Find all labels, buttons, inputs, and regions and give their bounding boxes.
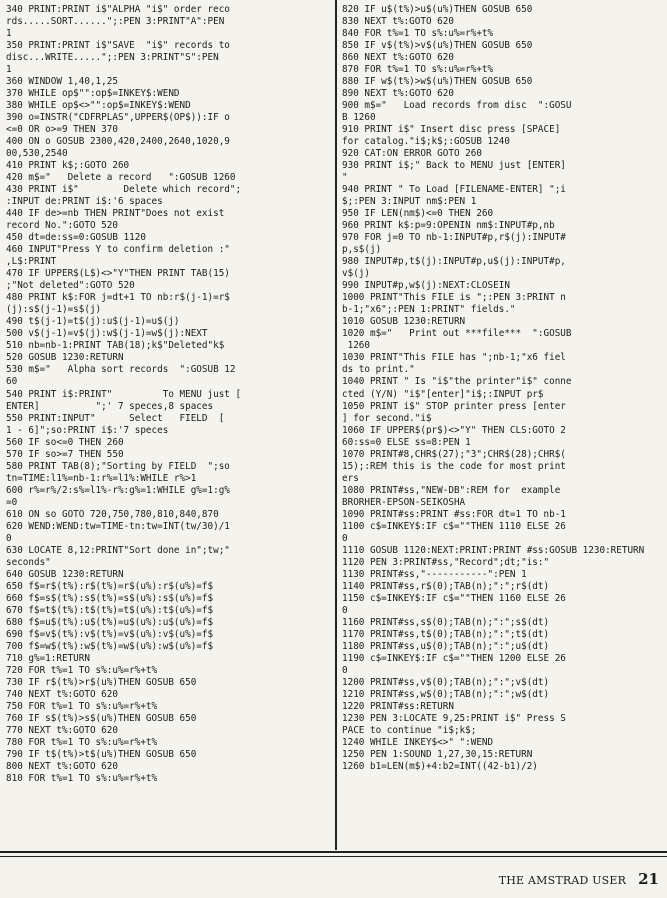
code-line: 500 v$(j-1)=v$(j):w$(j-1)=w$(j):NEXT — [6, 328, 208, 340]
code-line: disc...WRITE.....";:PEN 3:PRINT"S":PEN — [6, 52, 219, 64]
code-line: 1150 c$=INKEY$:IF c$=""THEN 1160 ELSE 26 — [342, 592, 566, 604]
page-number: 21 — [638, 870, 659, 888]
code-line: 450 dt=de:ss=0:GOSUB 1120 — [6, 232, 146, 244]
code-line: 740 NEXT t%:GOTO 620 — [6, 688, 118, 700]
code-line: 1160 PRINT#ss,s$(0);TAB(n);":";s$(dt) — [342, 616, 550, 628]
code-line: 00,530,2540 — [6, 148, 68, 160]
code-line: 1250 PEN 1:SOUND 1,27,30,15:RETURN — [342, 748, 533, 760]
code-line: 550 PRINT:INPUT" Select FIELD [ — [6, 412, 225, 424]
code-line: 630 LOCATE 8,12:PRINT"Sort done in";tw;" — [6, 544, 230, 556]
code-line: 1070 PRINT#8,CHR$(27);"3";CHR$(28);CHR$( — [342, 448, 566, 460]
code-line: 1110 GOSUB 1120:NEXT:PRINT:PRINT #ss:GOSUB 1230:RETURN — [342, 544, 645, 556]
code-line: 520 GOSUB 1230:RETURN — [6, 352, 124, 364]
code-line: 440 IF de>=nb THEN PRINT"Does not exist — [6, 208, 225, 220]
code-line: 620 WEND:WEND:tw=TIME-tn:tw=INT(tw/30)/1 — [6, 520, 230, 532]
code-line: 0 — [342, 604, 348, 616]
code-line: 730 IF r$(t%)>r$(u%)THEN GOSUB 650 — [6, 676, 197, 688]
code-line: 1010 GOSUB 1230:RETURN — [342, 316, 466, 328]
footer-rule-thin — [0, 856, 667, 857]
code-line: ds to print." — [342, 364, 415, 376]
code-line: 0 — [6, 532, 12, 544]
listing-column-left — [6, 4, 332, 785]
code-line: 1120 PEN 3:PRINT#ss,"Record";dt;"is:" — [342, 556, 550, 568]
code-line: 710 g%=1:RETURN — [6, 652, 90, 664]
code-line: p,s$(j) — [342, 244, 382, 256]
code-line: 650 f$=r$(t%):r$(t%)=r$(u%):r$(u%)=f$ — [6, 580, 214, 592]
code-line: 1040 PRINT " Is "i$"the printer"i$" conne — [342, 376, 572, 388]
code-line: 770 NEXT t%:GOTO 620 — [6, 724, 118, 736]
code-line: 1260 b1=LEN(m$)+4:b2=INT((42-b1)/2) — [342, 760, 538, 772]
code-line: cted (Y/N) "i$"[enter]"i$;:INPUT pr$ — [342, 388, 544, 400]
code-line: 720 FOR t%=1 TO s%:u%=r%+t% — [6, 664, 158, 676]
code-line: 0 — [342, 532, 348, 544]
code-line: 1180 PRINT#ss,u$(0);TAB(n);":";u$(dt) — [342, 640, 550, 652]
code-line: " — [342, 172, 348, 184]
code-line: 470 IF UPPER$(L$)<>"Y"THEN PRINT TAB(15) — [6, 268, 230, 280]
code-line: 490 t$(j-1)=t$(j):u$(j-1)=u$(j) — [6, 316, 180, 328]
code-line: 340 PRINT:PRINT i$"ALPHA "i$" order reco — [6, 4, 230, 15]
code-line: 840 FOR t%=1 TO s%:u%=r%+t% — [342, 28, 494, 40]
code-line: 400 ON o GOSUB 2300,420,2400,2640,1020,9 — [6, 136, 230, 148]
code-line: 860 NEXT t%:GOTO 620 — [342, 52, 454, 64]
code-line: 410 PRINT k$;:GOTO 260 — [6, 160, 130, 172]
code-line: 1050 PRINT i$" STOP printer press [enter — [342, 400, 566, 412]
code-line: 390 o=INSTR("CDFRPLAS",UPPER$(OP$)):IF o — [6, 112, 230, 124]
code-line: 430 PRINT i$" Delete which record"; — [6, 184, 242, 196]
code-line: 480 PRINT k$:FOR j=dt+1 TO nb:r$(j-1)=r$ — [6, 292, 230, 304]
code-line: 1140 PRINT#ss,r$(0);TAB(n);":";r$(dt) — [342, 580, 550, 592]
code-line: 1030 PRINT"This FILE has ";nb-1;"x6 fiel — [342, 352, 566, 364]
code-line: v$(j) — [342, 268, 370, 280]
code-line: 680 f$=u$(t%):u$(t%)=u$(u%):u$(u%)=f$ — [6, 616, 214, 628]
code-line: 640 GOSUB 1230:RETURN — [6, 568, 124, 580]
code-line: PACE to continue "i$;k$; — [342, 724, 477, 736]
code-line: 510 nb=nb-1:PRINT TAB(18);k$"Deleted"k$ — [6, 340, 225, 352]
code-line: 980 INPUT#p,t$(j):INPUT#p,u$(j):INPUT#p, — [342, 256, 566, 268]
code-line: BRORHER-EPSON-SEIKOSHA — [342, 496, 466, 508]
code-line: 850 IF v$(t%)>v$(u%)THEN GOSUB 650 — [342, 40, 533, 52]
code-line: 1 - 6]";so:PRINT i$:'7 speces — [6, 424, 169, 436]
code-line: 660 f$=s$(t%):s$(t%)=s$(u%):s$(u%)=f$ — [6, 592, 214, 604]
code-line: 420 m$=" Delete a record ":GOSUB 1260 — [6, 172, 236, 184]
code-line: 900 m$=" Load records from disc ":GOSU — [342, 100, 572, 112]
code-line: 1100 c$=INKEY$:IF c$=""THEN 1110 ELSE 26 — [342, 520, 566, 532]
code-line: 880 IF w$(t%)>w$(u%)THEN GOSUB 650 — [342, 76, 533, 88]
code-line: 570 IF so>=7 THEN 550 — [6, 448, 124, 460]
code-line: 1210 PRINT#ss,w$(0);TAB(n);":";w$(dt) — [342, 688, 550, 700]
code-line: 670 f$=t$(t%):t$(t%)=t$(u%):t$(u%)=f$ — [6, 604, 214, 616]
code-line: 890 NEXT t%:GOTO 620 — [342, 88, 454, 100]
code-line: 930 PRINT i$;" Back to MENU just [ENTER] — [342, 160, 566, 172]
code-line: 970 FOR j=0 TO nb-1:INPUT#p,r$(j):INPUT# — [342, 232, 566, 244]
code-line: 1080 PRINT#ss,"NEW-DB":REM for example — [342, 484, 561, 496]
code-line: 750 FOR t%=1 TO s%:u%=r%+t% — [6, 700, 158, 712]
page-footer — [499, 870, 659, 892]
code-line: tn=TIME:l1%=nb-1:r%=l1%:WHILE r%>1 — [6, 472, 197, 484]
code-line: $;:PEN 3:INPUT nm$:PEN 1 — [342, 196, 477, 208]
code-line: 1240 WHILE INKEY$<>" ":WEND — [342, 736, 494, 748]
code-line: 960 PRINT k$:p=9:OPENIN nm$:INPUT#p,nb — [342, 220, 555, 232]
code-line: 1130 PRINT#ss,"-----------":PEN 1 — [342, 568, 527, 580]
code-line: ;"Not deleted":GOTO 520 — [6, 280, 135, 292]
code-line: :INPUT de:PRINT i$:'6 spaces — [6, 196, 163, 208]
code-line: (j):s$(j-1)=s$(j) — [6, 304, 102, 316]
code-line: 1230 PEN 3:LOCATE 9,25:PRINT i$" Press S — [342, 712, 566, 724]
code-line: 1200 PRINT#ss,v$(0);TAB(n);":";v$(dt) — [342, 676, 550, 688]
code-line: ,L$:PRINT — [6, 256, 57, 268]
column-divider — [335, 0, 337, 850]
code-line: record No.":GOTO 520 — [6, 220, 118, 232]
code-line: b-1;"x6";:PEN 1:PRINT" fields." — [342, 304, 516, 316]
code-line: 370 WHILE op$"":op$=INKEY$:WEND — [6, 88, 180, 100]
code-line: 1000 PRINT"This FILE is ";:PEN 3:PRINT n — [342, 292, 566, 304]
code-line: for catalog."i$;k$;:GOSUB 1240 — [342, 136, 510, 148]
code-line: 15);:REM this is the code for most print — [342, 460, 566, 472]
code-line: 600 r%=r%/2:s%=l1%-r%:g%=1:WHILE g%=1:g% — [6, 484, 230, 496]
code-line: B 1260 — [342, 112, 376, 124]
code-line: rds.....SORT......";:PEN 3:PRINT"A":PEN — [6, 16, 225, 28]
code-line: 0 — [342, 664, 348, 676]
code-line: ENTER] ";' 7 speces,8 spaces — [6, 400, 214, 412]
code-line: 1260 — [342, 340, 370, 352]
code-line: 1220 PRINT#ss:RETURN — [342, 700, 454, 712]
code-line: 800 NEXT t%:GOTO 620 — [6, 760, 118, 772]
code-line: 990 INPUT#p,w$(j):NEXT:CLOSEIN — [342, 280, 510, 292]
code-line: 610 ON so GOTO 720,750,780,810,840,870 — [6, 508, 219, 520]
code-line: 1090 PRINT#ss:PRINT #ss:FOR dt=1 TO nb-1 — [342, 508, 566, 520]
code-line: 580 PRINT TAB(8);"Sorting by FIELD ";so — [6, 460, 230, 472]
code-line: 60 — [6, 376, 18, 388]
code-line: 1 — [6, 28, 12, 40]
code-line: 380 WHILE op$<>"":op$=INKEY$:WEND — [6, 100, 191, 112]
code-line: 790 IF t$(t%)>t$(u%)THEN GOSUB 650 — [6, 748, 197, 760]
code-line: 780 FOR t%=1 TO s%:u%=r%+t% — [6, 736, 158, 748]
code-line: 870 FOR t%=1 TO s%:u%=r%+t% — [342, 64, 494, 76]
code-line: 700 f$=w$(t%):w$(t%)=w$(u%):w$(u%)=f$ — [6, 640, 214, 652]
code-line: 1170 PRINT#ss,t$(0);TAB(n);":";t$(dt) — [342, 628, 550, 640]
magazine-name: THE AMSTRAD USER — [498, 874, 627, 887]
footer-rule-thick — [0, 851, 667, 853]
code-line: 690 f$=v$(t%):v$(t%)=v$(u%):v$(u%)=f$ — [6, 628, 214, 640]
code-line: 830 NEXT t%:GOTO 620 — [342, 16, 454, 28]
code-line: 1060 IF UPPER$(pr$)<>"Y" THEN CLS:GOTO 2 — [342, 424, 566, 436]
code-line: 820 IF u$(t%)>u$(u%)THEN GOSUB 650 — [342, 4, 533, 15]
code-line: 810 FOR t%=1 TO s%:u%=r%+t% — [6, 773, 158, 784]
code-line: 530 m$=" Alpha sort records ":GOSUB 12 — [6, 364, 236, 376]
code-line: <=0 OR o>=9 THEN 370 — [6, 124, 118, 136]
code-line: ] for second."i$ — [342, 412, 432, 424]
code-line: 1020 m$=" Print out ***file*** ":GOSUB — [342, 328, 572, 340]
code-line: seconds" — [6, 556, 51, 568]
code-line: 1190 c$=INKEY$:IF c$=""THEN 1200 ELSE 26 — [342, 652, 566, 664]
code-line: 560 IF so<=0 THEN 260 — [6, 436, 124, 448]
code-line: 540 PRINT i$:PRINT" To MENU just [ — [6, 388, 242, 400]
code-line: 360 WINDOW 1,40,1,25 — [6, 76, 118, 88]
code-line: 1 — [6, 64, 12, 76]
code-line: 350 PRINT:PRINT i$"SAVE "i$" records to — [6, 40, 230, 52]
code-line: 940 PRINT " To Load [FILENAME-ENTER] ";i — [342, 184, 566, 196]
code-line: 760 IF s$(t%)>s$(u%)THEN GOSUB 650 — [6, 712, 197, 724]
code-line: 910 PRINT i$" Insert disc press [SPACE] — [342, 124, 561, 136]
code-line: 950 IF LEN(nm$)<=0 THEN 260 — [342, 208, 494, 220]
code-line: 460 INPUT"Press Y to confirm deletion :" — [6, 244, 230, 256]
listing-column-right — [342, 4, 667, 773]
code-line: 60:ss=0 ELSE ss=8:PEN 1 — [342, 436, 471, 448]
code-line: 920 CAT:ON ERROR GOTO 260 — [342, 148, 482, 160]
code-line: =0 — [6, 496, 18, 508]
code-line: ers — [342, 472, 359, 484]
